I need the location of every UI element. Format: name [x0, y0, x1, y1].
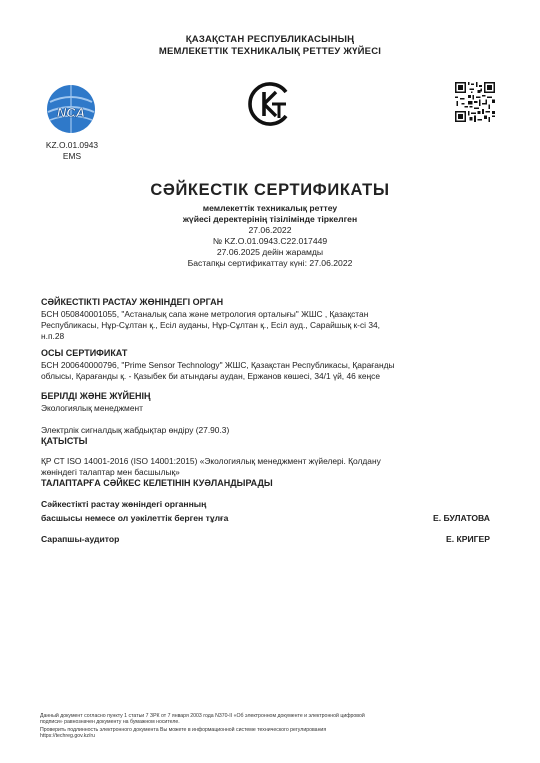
certificate-title: СӘЙКЕСТІК СЕРТИФИКАТЫ [150, 181, 390, 199]
logo-lettering: NCA [56, 105, 86, 120]
footer-line-1: Данный документ согласно пункту 1 статьи 7 ЗРК от 7 января 2003 года N370-II «Об электронном документе и электронной цифровой [40, 713, 365, 719]
org-line-2: Республикасы, Нұр-Сұлтан қ., Есіл ауданы, Нұр-Сұлтан қ., Есіл ауд., Сарайшық к-сі 34, [41, 320, 380, 330]
registration-sub: EMS [62, 151, 82, 161]
certificate-number: № KZ.O.01.0943.C22.017449 [212, 236, 328, 246]
org-heading: СӘЙКЕСТІКТІ РАСТАУ ЖӨНІНДЕГІ ОРГАН [41, 297, 224, 307]
qr-code-icon [455, 82, 495, 122]
head-name: Е. БУЛАТОВА [433, 513, 490, 523]
auditor-label: Сарапшы-аудитор [41, 534, 120, 544]
footer-line-2: подписи» равнозначен документу на бумажном носителе. [40, 719, 180, 725]
title-sub-1: мемлекеттік техникалық реттеу [202, 203, 338, 213]
head-title-line-2: басшысы немесе ол уәкілеттік берген тұлға [41, 513, 229, 523]
org-line-3: н.п.28 [41, 331, 65, 341]
system-value: Экологиялық менеджмент [41, 403, 143, 413]
holder-heading: ОСЫ СЕРТИФИКАТ [41, 348, 128, 358]
auditor-name: Е. КРИГЕР [446, 534, 490, 544]
standard-line-2: жөніндегі талаптар мен басшылық» [41, 467, 180, 477]
org-line-1: БСН 050840001055, "Астаналық сапа және метрология орталығы" ЖШС , Қазақстан [41, 309, 369, 319]
footer-link[interactable]: https://techreg.gov.kz/ru [40, 733, 95, 739]
activity-scope: Электрлік сигналдық жабдықтар өндіру (27.90.3) [41, 425, 230, 435]
holder-line-2: облысы, Қарағанды қ. - Қазыбек би атындағы аудан, Ержанов көшесі, 34/1 үй, 46 кеңсе [41, 371, 380, 381]
valid-until: 27.06.2025 дейін жарамды [216, 247, 324, 257]
kz-conformity-mark-icon [246, 80, 294, 128]
header-line-1: ҚАЗАҚСТАН РЕСПУБЛИКАСЫНЫҢ [185, 34, 355, 45]
conformity-statement: ТАЛАПТАРҒА СӘЙКЕС КЕЛЕТІНІН КУӘЛАНДЫРАДЫ [41, 478, 273, 488]
initial-certification-date: Бастапқы сертификаттау күні: 27.06.2022 [187, 258, 353, 268]
title-sub-2: жүйесі деректерінің тізілімінде тіркелген [182, 214, 358, 224]
head-title-line-1: Сәйкестікті растау жөніндегі органның [41, 499, 207, 509]
accreditation-logo [40, 82, 102, 138]
registration-date: 27.06.2022 [248, 225, 292, 235]
holder-line-1: БСН 200640000796, "Prime Sensor Technology" ЖШС, Қазақстан Республикасы, Қарағанды [41, 360, 395, 370]
registration-code: KZ.O.01.0943 [45, 140, 99, 150]
standard-line-1: ҚР СТ ISO 14001-2016 (ISO 14001:2015) «Экологиялық менеджмент жүйелері. Қолдану [41, 456, 381, 466]
system-heading: БЕРІЛДІ ЖӘНЕ ЖҮЙЕНІҢ [41, 391, 151, 401]
footer-line-3: Проверить подлинность электронного документа Вы можете в информационной системе технического регулирования [40, 727, 327, 733]
scope-heading: ҚАТЫСТЫ [41, 436, 88, 446]
header-line-2: МЕМЛЕКЕТТІК ТЕХНИКАЛЫҚ РЕТТЕУ ЖҮЙЕСІ [158, 46, 382, 57]
